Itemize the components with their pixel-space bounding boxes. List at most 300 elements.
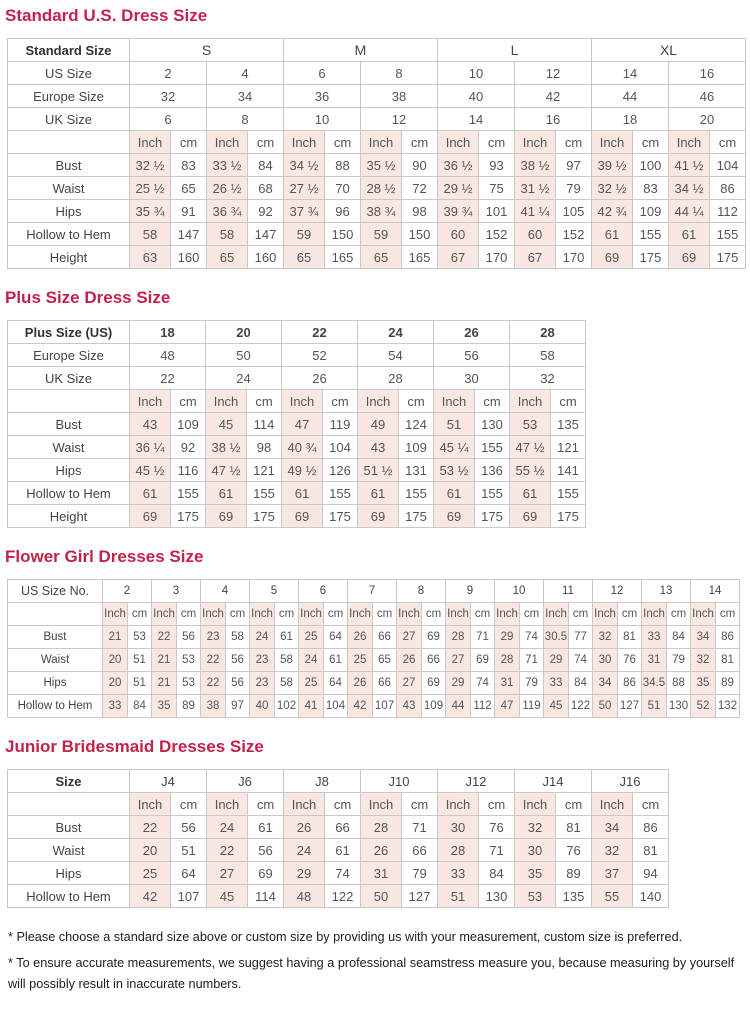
cm-value: 56 xyxy=(226,672,250,695)
unit-inch-label: Inch xyxy=(515,793,556,816)
row-label: US Size xyxy=(8,62,130,85)
empty-corner-cell xyxy=(8,603,103,626)
cm-value: 114 xyxy=(248,885,284,908)
inch-value: 43 xyxy=(397,695,422,718)
inch-value: 63 xyxy=(130,246,171,269)
inch-value: 34 xyxy=(593,672,618,695)
cm-value: 96 xyxy=(325,200,361,223)
size-value: 14 xyxy=(438,108,515,131)
inch-value: 36 ½ xyxy=(438,154,479,177)
inch-value: 33 xyxy=(544,672,569,695)
cm-value: 71 xyxy=(479,839,515,862)
row-label: Bust xyxy=(8,816,130,839)
cm-value: 93 xyxy=(479,154,515,177)
size-group-label: 5 xyxy=(250,580,299,603)
unit-inch-label: Inch xyxy=(348,603,373,626)
cm-value: 71 xyxy=(402,816,438,839)
measurement-row xyxy=(8,482,586,505)
inch-value: 28 xyxy=(446,626,471,649)
cm-value: 122 xyxy=(325,885,361,908)
inch-value: 61 xyxy=(358,482,399,505)
size-value: 52 xyxy=(282,344,358,367)
inch-value: 22 xyxy=(130,816,171,839)
unit-inch-label: Inch xyxy=(544,603,569,626)
size-group-label: 13 xyxy=(642,580,691,603)
unit-cm-label: cm xyxy=(479,793,515,816)
inch-value: 69 xyxy=(282,505,323,528)
unit-inch-label: Inch xyxy=(592,131,633,154)
cm-value: 53 xyxy=(177,672,201,695)
inch-value: 36 ¾ xyxy=(207,200,248,223)
inch-value: 22 xyxy=(207,839,248,862)
cm-value: 51 xyxy=(171,839,207,862)
size-group-label: 7 xyxy=(348,580,397,603)
inch-value: 34 ½ xyxy=(284,154,325,177)
inch-value: 32 ½ xyxy=(592,177,633,200)
inch-value: 21 xyxy=(152,649,177,672)
cm-value: 74 xyxy=(471,672,495,695)
cm-value: 84 xyxy=(128,695,152,718)
inch-value: 37 xyxy=(592,862,633,885)
header-row xyxy=(8,39,746,62)
size-group-label: 12 xyxy=(593,580,642,603)
cm-value: 66 xyxy=(422,649,446,672)
inch-value: 47 ½ xyxy=(510,436,551,459)
inch-value: 45 ½ xyxy=(130,459,171,482)
size-group-label: XL xyxy=(592,39,746,62)
cm-value: 81 xyxy=(633,839,669,862)
cm-value: 84 xyxy=(479,862,515,885)
inch-value: 30 xyxy=(593,649,618,672)
unit-inch-label: Inch xyxy=(201,603,226,626)
inch-value: 31 xyxy=(361,862,402,885)
cm-value: 89 xyxy=(556,862,592,885)
cm-value: 51 xyxy=(128,649,152,672)
inch-value: 27 xyxy=(207,862,248,885)
inch-value: 47 xyxy=(282,413,323,436)
cm-value: 66 xyxy=(325,816,361,839)
unit-inch-label: Inch xyxy=(284,793,325,816)
row-label: Europe Size xyxy=(8,85,130,108)
cm-value: 74 xyxy=(325,862,361,885)
cm-value: 69 xyxy=(248,862,284,885)
size-group-label: L xyxy=(438,39,592,62)
measurement-row xyxy=(8,413,586,436)
inch-value: 39 ¾ xyxy=(438,200,479,223)
size-value: 14 xyxy=(592,62,669,85)
inch-value: 35 xyxy=(691,672,716,695)
cm-value: 94 xyxy=(633,862,669,885)
unit-inch-label: Inch xyxy=(282,390,323,413)
cm-value: 84 xyxy=(248,154,284,177)
inch-value: 51 ½ xyxy=(358,459,399,482)
inch-value: 61 xyxy=(592,223,633,246)
measurement-row xyxy=(8,459,586,482)
size-group-label: 11 xyxy=(544,580,593,603)
cm-value: 79 xyxy=(402,862,438,885)
inch-value: 22 xyxy=(152,626,177,649)
size-group-label: J4 xyxy=(130,770,207,793)
unit-cm-label: cm xyxy=(551,390,586,413)
cm-value: 155 xyxy=(171,482,206,505)
cm-value: 86 xyxy=(716,626,740,649)
cm-value: 165 xyxy=(325,246,361,269)
cm-value: 81 xyxy=(618,626,642,649)
section-plus-size xyxy=(0,288,750,528)
cm-value: 69 xyxy=(422,672,446,695)
size-value: 40 xyxy=(438,85,515,108)
size-group-label: 14 xyxy=(691,580,740,603)
inch-value: 44 ¼ xyxy=(669,200,710,223)
cm-value: 88 xyxy=(325,154,361,177)
size-value: 56 xyxy=(434,344,510,367)
inch-value: 53 xyxy=(515,885,556,908)
size-group-label: S xyxy=(130,39,284,62)
inch-value: 53 xyxy=(510,413,551,436)
row-label: Hips xyxy=(8,200,130,223)
unit-cm-label: cm xyxy=(248,131,284,154)
inch-value: 25 xyxy=(299,672,324,695)
unit-cm-label: cm xyxy=(422,603,446,626)
header-row xyxy=(8,580,740,603)
measurement-row xyxy=(8,862,669,885)
inch-value: 41 ¼ xyxy=(515,200,556,223)
cm-value: 79 xyxy=(520,672,544,695)
inch-value: 40 ¾ xyxy=(282,436,323,459)
cm-value: 152 xyxy=(479,223,515,246)
footnote-seamstress: * To ensure accurate measurements, we suggest having a professional seamstress measure you, because measuring by yourself will possibly result in inaccurate numbers. xyxy=(8,956,735,991)
row-label: Hollow to Hem xyxy=(8,482,130,505)
unit-inch-label: Inch xyxy=(130,131,171,154)
cm-value: 64 xyxy=(324,626,348,649)
inch-value: 51 xyxy=(434,413,475,436)
inch-value: 53 ½ xyxy=(434,459,475,482)
cm-value: 175 xyxy=(475,505,510,528)
size-value: 42 xyxy=(515,85,592,108)
inch-value: 23 xyxy=(201,626,226,649)
inch-value: 23 xyxy=(250,672,275,695)
unit-cm-label: cm xyxy=(177,603,201,626)
size-value: 58 xyxy=(510,344,586,367)
cm-value: 160 xyxy=(171,246,207,269)
unit-cm-label: cm xyxy=(633,131,669,154)
cm-value: 56 xyxy=(177,626,201,649)
inch-value: 67 xyxy=(438,246,479,269)
size-value: 10 xyxy=(438,62,515,85)
inch-value: 69 xyxy=(669,246,710,269)
cm-value: 141 xyxy=(551,459,586,482)
inch-value: 35 ½ xyxy=(361,154,402,177)
inch-value: 65 xyxy=(207,246,248,269)
inch-value: 61 xyxy=(510,482,551,505)
cm-value: 89 xyxy=(716,672,740,695)
cm-value: 155 xyxy=(551,482,586,505)
inch-value: 31 ½ xyxy=(515,177,556,200)
footnote-custom-size: * Please choose a standard size above or custom size by providing us with your measurement, custom size is preferred. xyxy=(8,930,683,944)
size-value: 50 xyxy=(206,344,282,367)
cm-value: 147 xyxy=(248,223,284,246)
size-value: 48 xyxy=(130,344,206,367)
measurement-row xyxy=(8,885,669,908)
unit-inch-label: Inch xyxy=(642,603,667,626)
cm-value: 175 xyxy=(247,505,282,528)
cm-value: 175 xyxy=(399,505,434,528)
cm-value: 74 xyxy=(569,649,593,672)
size-value: 16 xyxy=(515,108,592,131)
inch-value: 28 xyxy=(361,816,402,839)
unit-inch-label: Inch xyxy=(515,131,556,154)
inch-value: 67 xyxy=(515,246,556,269)
unit-inch-label: Inch xyxy=(510,390,551,413)
standard-size-table xyxy=(7,38,746,269)
cm-value: 51 xyxy=(128,672,152,695)
cm-value: 65 xyxy=(171,177,207,200)
unit-cm-label: cm xyxy=(556,793,592,816)
unit-row xyxy=(8,603,740,626)
cm-value: 91 xyxy=(171,200,207,223)
unit-cm-label: cm xyxy=(520,603,544,626)
cm-value: 58 xyxy=(226,626,250,649)
inch-value: 29 xyxy=(446,672,471,695)
unit-cm-label: cm xyxy=(399,390,434,413)
unit-inch-label: Inch xyxy=(130,793,171,816)
size-group-label: 9 xyxy=(446,580,495,603)
size-value: 20 xyxy=(669,108,746,131)
inch-value: 49 ½ xyxy=(282,459,323,482)
inch-value: 25 ½ xyxy=(130,177,171,200)
inch-value: 61 xyxy=(282,482,323,505)
cm-value: 92 xyxy=(171,436,206,459)
cm-value: 69 xyxy=(471,649,495,672)
size-value: 32 xyxy=(510,367,586,390)
cm-value: 98 xyxy=(247,436,282,459)
inch-value: 59 xyxy=(361,223,402,246)
inch-value: 60 xyxy=(515,223,556,246)
inch-value: 35 xyxy=(515,862,556,885)
inch-value: 38 ¾ xyxy=(361,200,402,223)
row-label: Waist xyxy=(8,436,130,459)
unit-cm-label: cm xyxy=(171,793,207,816)
cm-value: 150 xyxy=(325,223,361,246)
unit-inch-label: Inch xyxy=(691,603,716,626)
inch-value: 24 xyxy=(250,626,275,649)
inch-value: 24 xyxy=(284,839,325,862)
inch-value: 25 xyxy=(299,626,324,649)
inch-value: 50 xyxy=(361,885,402,908)
cm-value: 130 xyxy=(475,413,510,436)
inch-value: 33 xyxy=(438,862,479,885)
inch-value: 61 xyxy=(130,482,171,505)
cm-value: 75 xyxy=(479,177,515,200)
inch-value: 27 xyxy=(446,649,471,672)
cm-value: 109 xyxy=(422,695,446,718)
inch-value: 49 xyxy=(358,413,399,436)
size-group-label: 2 xyxy=(103,580,152,603)
inch-value: 65 xyxy=(284,246,325,269)
section-flower-girl xyxy=(0,547,750,718)
cm-value: 79 xyxy=(556,177,592,200)
unit-cm-label: cm xyxy=(479,131,515,154)
cm-value: 61 xyxy=(324,649,348,672)
size-group-label: 22 xyxy=(282,321,358,344)
measurement-row xyxy=(8,695,740,718)
inch-value: 31 xyxy=(642,649,667,672)
cm-value: 89 xyxy=(177,695,201,718)
inch-value: 40 xyxy=(250,695,275,718)
cm-value: 109 xyxy=(171,413,206,436)
size-group-label: J8 xyxy=(284,770,361,793)
cm-value: 56 xyxy=(171,816,207,839)
cm-value: 121 xyxy=(551,436,586,459)
cm-value: 126 xyxy=(323,459,358,482)
size-value: 24 xyxy=(206,367,282,390)
unit-inch-label: Inch xyxy=(438,793,479,816)
unit-cm-label: cm xyxy=(716,603,740,626)
measurement-row xyxy=(8,649,740,672)
inch-value: 37 ¾ xyxy=(284,200,325,223)
unit-inch-label: Inch xyxy=(397,603,422,626)
unit-cm-label: cm xyxy=(710,131,746,154)
inch-value: 32 xyxy=(691,649,716,672)
cm-value: 112 xyxy=(471,695,495,718)
inch-value: 22 xyxy=(201,672,226,695)
size-value: 36 xyxy=(284,85,361,108)
cm-value: 61 xyxy=(248,816,284,839)
inch-value: 69 xyxy=(358,505,399,528)
inch-value: 39 ½ xyxy=(592,154,633,177)
cm-value: 175 xyxy=(323,505,358,528)
cm-value: 77 xyxy=(569,626,593,649)
inch-value: 42 xyxy=(130,885,171,908)
cm-value: 84 xyxy=(569,672,593,695)
unit-cm-label: cm xyxy=(275,603,299,626)
inch-value: 30 xyxy=(515,839,556,862)
size-group-label: 8 xyxy=(397,580,446,603)
inch-value: 27 ½ xyxy=(284,177,325,200)
inch-value: 32 ½ xyxy=(130,154,171,177)
measurement-row xyxy=(8,436,586,459)
inch-value: 69 xyxy=(130,505,171,528)
section-title-plus: Plus Size Dress Size xyxy=(5,288,171,307)
inch-value: 35 ¾ xyxy=(130,200,171,223)
unit-inch-label: Inch xyxy=(358,390,399,413)
inch-value: 33 ½ xyxy=(207,154,248,177)
unit-row xyxy=(8,131,746,154)
size-group-label: 26 xyxy=(434,321,510,344)
unit-inch-label: Inch xyxy=(434,390,475,413)
cm-value: 155 xyxy=(399,482,434,505)
inch-value: 42 ¾ xyxy=(592,200,633,223)
cm-value: 66 xyxy=(373,672,397,695)
cm-value: 127 xyxy=(402,885,438,908)
unit-cm-label: cm xyxy=(128,603,152,626)
unit-inch-label: Inch xyxy=(103,603,128,626)
size-group-label: 3 xyxy=(152,580,201,603)
inch-value: 69 xyxy=(206,505,247,528)
inch-value: 42 xyxy=(348,695,373,718)
cm-value: 58 xyxy=(275,672,299,695)
cm-value: 155 xyxy=(323,482,358,505)
cm-value: 83 xyxy=(633,177,669,200)
cm-value: 61 xyxy=(325,839,361,862)
inch-value: 26 xyxy=(284,816,325,839)
cm-value: 84 xyxy=(667,626,691,649)
cm-value: 114 xyxy=(247,413,282,436)
empty-corner-cell xyxy=(8,390,130,413)
unit-cm-label: cm xyxy=(248,793,284,816)
cm-value: 150 xyxy=(402,223,438,246)
size-group-label: J12 xyxy=(438,770,515,793)
cm-value: 147 xyxy=(171,223,207,246)
cm-value: 101 xyxy=(479,200,515,223)
inch-value: 26 xyxy=(397,649,422,672)
inch-value: 26 xyxy=(361,839,402,862)
inch-value: 20 xyxy=(103,649,128,672)
cm-value: 130 xyxy=(479,885,515,908)
row-label: Bust xyxy=(8,626,103,649)
size-value: 30 xyxy=(434,367,510,390)
measurement-row xyxy=(8,839,669,862)
measurement-row xyxy=(8,626,740,649)
size-group-label: J16 xyxy=(592,770,669,793)
cm-value: 112 xyxy=(710,200,746,223)
measurement-row xyxy=(8,177,746,200)
section-junior-bridesmaid xyxy=(0,737,750,908)
size-value: 8 xyxy=(361,62,438,85)
size-value: 10 xyxy=(284,108,361,131)
cm-value: 90 xyxy=(402,154,438,177)
cm-value: 56 xyxy=(226,649,250,672)
cm-value: 175 xyxy=(633,246,669,269)
unit-row xyxy=(8,793,669,816)
cm-value: 66 xyxy=(373,626,397,649)
size-value: 16 xyxy=(669,62,746,85)
inch-value: 41 ½ xyxy=(669,154,710,177)
inch-value: 32 xyxy=(592,839,633,862)
cm-value: 65 xyxy=(373,649,397,672)
cm-value: 76 xyxy=(618,649,642,672)
inch-value: 36 ¼ xyxy=(130,436,171,459)
cm-value: 135 xyxy=(556,885,592,908)
inch-value: 27 xyxy=(397,672,422,695)
inch-value: 43 xyxy=(358,436,399,459)
unit-cm-label: cm xyxy=(633,793,669,816)
measurement-row xyxy=(8,505,586,528)
cm-value: 72 xyxy=(402,177,438,200)
size-info-row xyxy=(8,108,746,131)
measurement-row xyxy=(8,154,746,177)
cm-value: 56 xyxy=(248,839,284,862)
inch-value: 51 xyxy=(642,695,667,718)
unit-cm-label: cm xyxy=(324,603,348,626)
cm-value: 74 xyxy=(520,626,544,649)
size-group-label: J14 xyxy=(515,770,592,793)
unit-inch-label: Inch xyxy=(130,390,171,413)
corner-label: US Size No. xyxy=(8,580,103,603)
measurement-row xyxy=(8,223,746,246)
size-value: 22 xyxy=(130,367,206,390)
cm-value: 53 xyxy=(128,626,152,649)
size-group-label: 20 xyxy=(206,321,282,344)
cm-value: 86 xyxy=(618,672,642,695)
cm-value: 97 xyxy=(556,154,592,177)
cm-value: 121 xyxy=(247,459,282,482)
unit-cm-label: cm xyxy=(667,603,691,626)
row-label: Hips xyxy=(8,459,130,482)
cm-value: 102 xyxy=(275,695,299,718)
unit-inch-label: Inch xyxy=(207,793,248,816)
cm-value: 170 xyxy=(479,246,515,269)
